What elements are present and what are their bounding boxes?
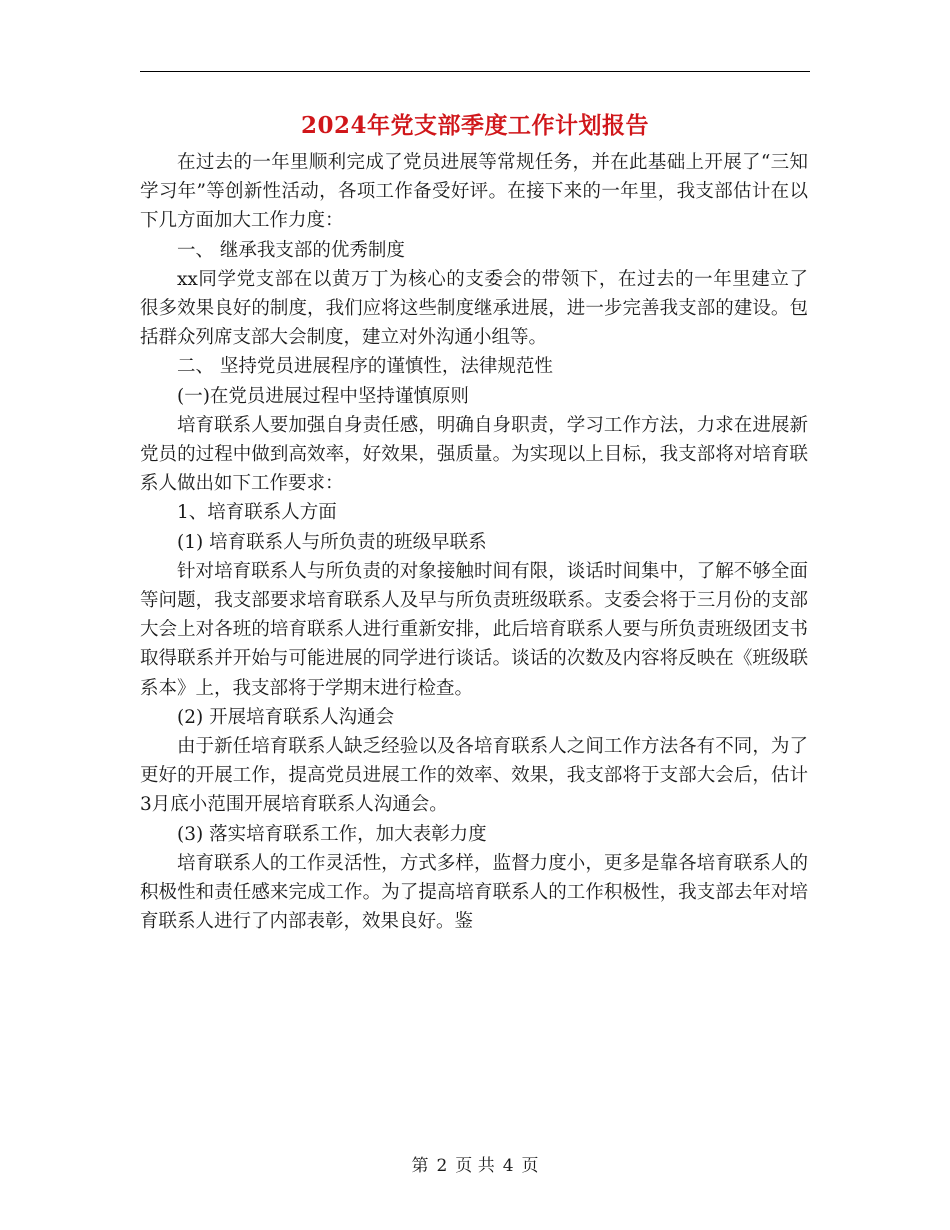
heading-point-2: (2) 开展培育联系人沟通会 [177, 706, 395, 728]
paragraph-section-1: xx同学党支部在以黄万丁为核心的支委会的带领下，在过去的一年里建立了很多效果良好的制度，我们应将这些制度继承进展，进一步完善我支部的建设。包括群众列席支部大会制度，建立对外沟通小组等。 [140, 268, 808, 349]
footer-prefix: 第 [411, 1156, 429, 1176]
document-body [140, 148, 808, 936]
paragraph-subsection-1: 培育联系人要加强自身责任感，明确自身职责，学习工作方法，力求在进展新党员的过程中做到高效率，好效果，强质量。为实现以上目标，我支部将对培育联系人做出如下工作要求： [140, 414, 808, 495]
current-page-number: 2 [436, 1156, 448, 1176]
heading-item-1: 1、培育联系人方面 [177, 502, 337, 524]
heading-section-1: 一、 继承我支部的优秀制度 [177, 239, 405, 261]
heading-section-2: 二、 坚持党员进展程序的谨慎性，法律规范性 [177, 356, 553, 378]
paragraph-point-1: 针对培育联系人与所负责的对象接触时间有限，谈话时间集中，了解不够全面等问题，我支部要求培育联系人及早与所负责班级联系。支委会将于三月份的支部大会上对各班的培育联系人进行重新安排，此后培育联系人要与所负责班级团支书取得联系并开始与可能进展的同学进行谈话。谈话的次数及内容将反映在《班级联系本》上，我支部将于学期末进行检查。 [140, 560, 808, 699]
heading-subsection-1: (一)在党员进展过程中坚持谨慎原则 [177, 385, 469, 407]
heading-point-3: (3) 落实培育联系工作，加大表彰力度 [177, 823, 487, 845]
header-rule [140, 71, 810, 72]
page-footer [0, 1154, 950, 1178]
footer-suffix: 页 [521, 1156, 539, 1176]
paragraph-intro: 在过去的一年里顺利完成了党员进展等常规任务，并在此基础上开展了“三知学习年”等创新性活动，各项工作备受好评。在接下来的一年里，我支部估计在以下几方面加大工作力度： [140, 152, 808, 232]
document-title: 2024年党支部季度工作计划报告 [300, 112, 649, 139]
total-page-count: 4 [502, 1156, 514, 1176]
paragraph-point-2: 由于新任培育联系人缺乏经验以及各培育联系人之间工作方法各有不同，为了更好的开展工作，提高党员进展工作的效率、效果，我支部将于支部大会后，估计3月底小范围开展培育联系人沟通会。 [140, 736, 808, 816]
paragraph-point-3: 培育联系人的工作灵活性，方式多样，监督力度小，更多是靠各培育联系人的积极性和责任感来完成工作。为了提高培育联系人的工作积极性，我支部去年对培育联系人进行了内部表彰，效果良好。鉴 [140, 852, 808, 933]
heading-point-1: (1) 培育联系人与所负责的班级早联系 [177, 531, 487, 553]
footer-mid: 页 共 [455, 1156, 495, 1176]
